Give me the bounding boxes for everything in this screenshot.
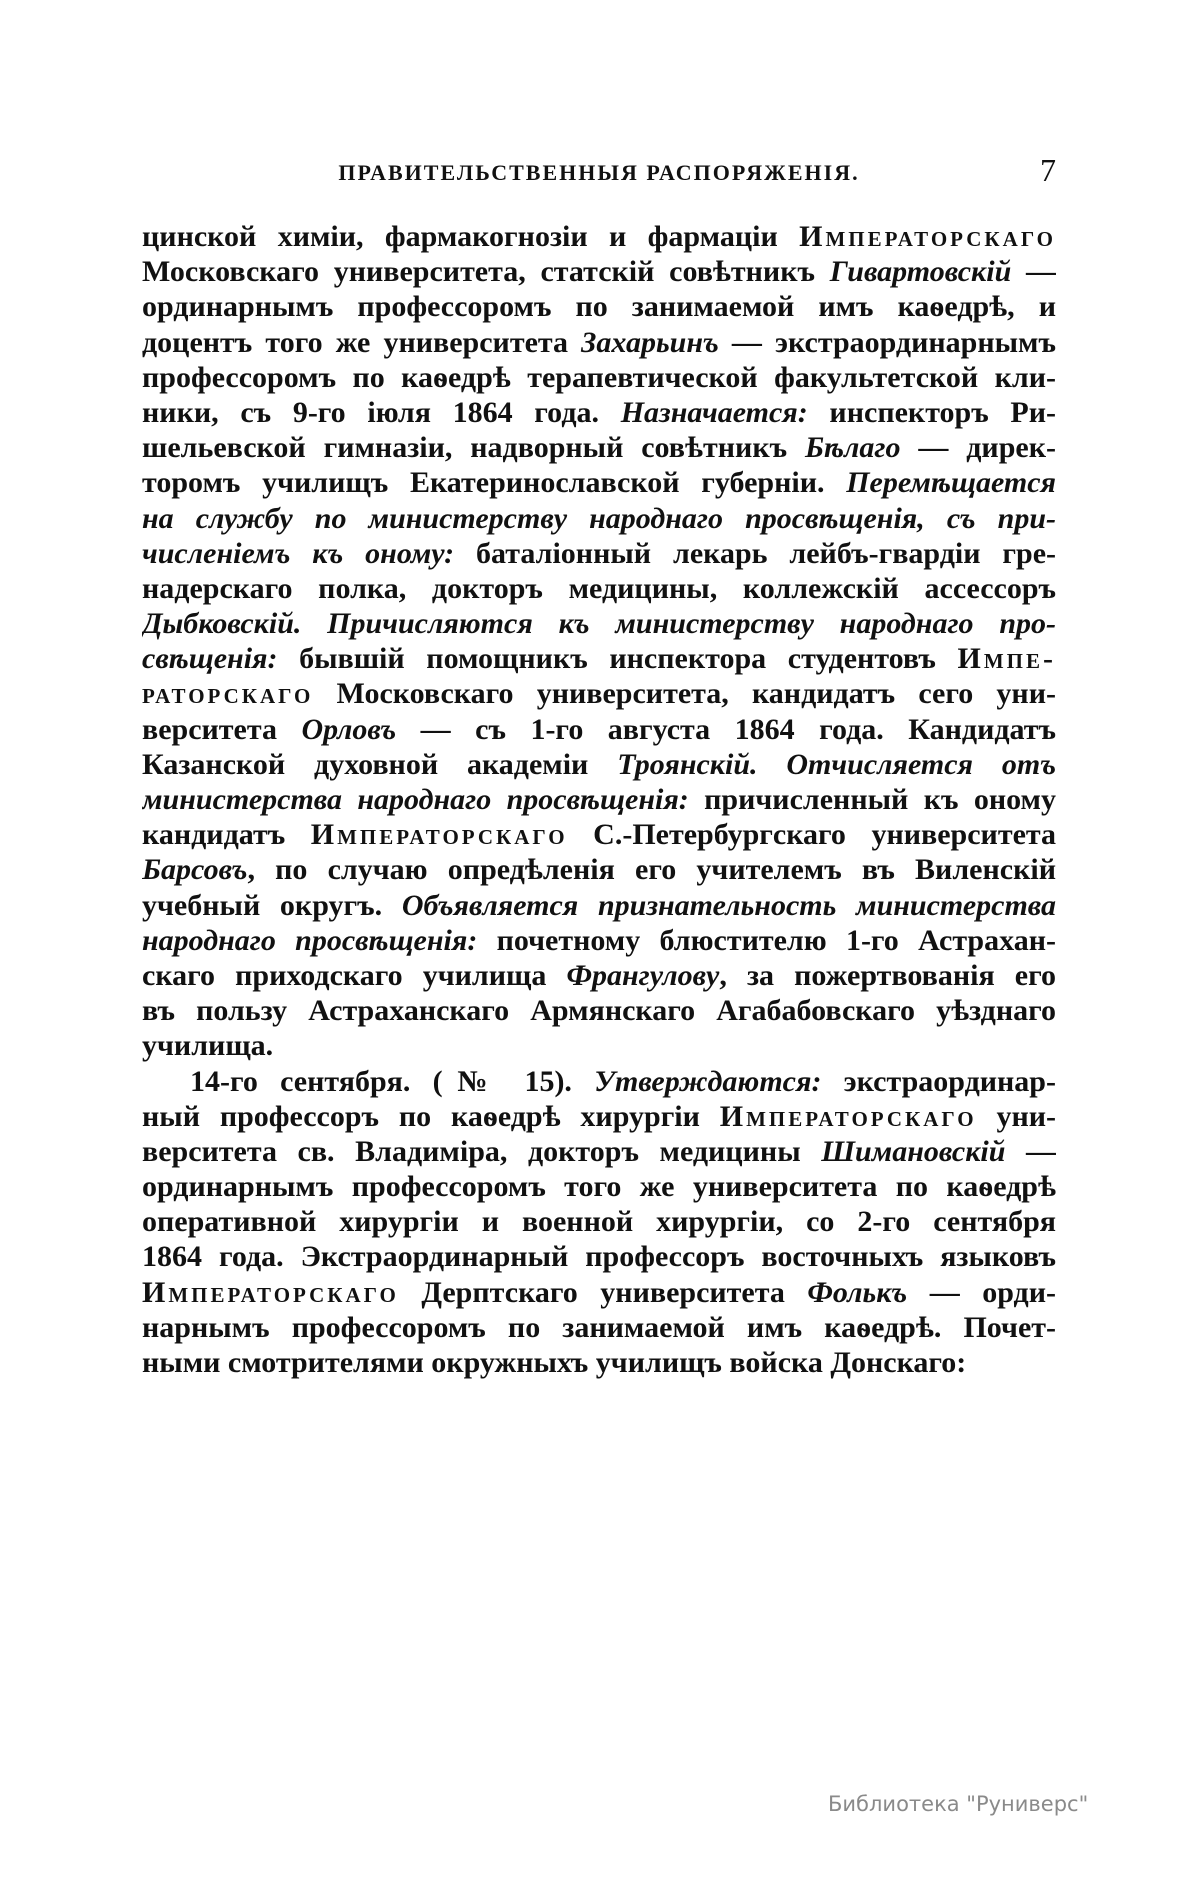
text-line [142,782,1056,817]
text-segment: скаго приходскаго училища [142,958,567,992]
text-segment: доцентъ того же университета [142,325,582,359]
text-segment: 14-го сентября. (№ 15). [190,1064,595,1098]
text-segment: — [1005,1134,1056,1168]
italic-text: Дыбковскій. Причисляются къ министерству народнаго про- [142,607,1056,641]
text-segment: — съ 1-го августа 1864 года. Кандидатъ [396,712,1056,746]
text-line [142,360,1056,395]
italic-text: Шимановскій [821,1134,1006,1168]
text-line [142,641,1056,676]
text-line [142,606,1056,641]
text-segment: профессоромъ по каѳедрѣ терапевтической факультетской кли- [142,360,1056,394]
text-segment: цинской химіи, фармакогнозіи и фармаціи [142,220,800,253]
text-segment: 1864 года. Экстраординарный профессоръ восточныхъ языковъ [142,1240,1056,1274]
text-segment: — экстраординарнымъ [718,325,1056,359]
italic-text: Франгулову [566,958,720,992]
text-line [142,676,1056,711]
small-caps-text: Императорскаго [799,220,1056,253]
text-segment: — [1011,255,1056,289]
text-segment: надерскаго полка, докторъ медицины, коллежскій ассессоръ [142,571,1056,605]
text-segment: ординарнымъ профессоромъ по занимаемой имъ каѳедрѣ, и [142,290,1056,324]
italic-text: на службу по министерству народнаго просвѣщенія, съ при- [142,501,1056,535]
page-number: 7 [1040,152,1056,188]
text-line [142,993,1056,1028]
text-line [142,1134,1056,1169]
text-segment: торомъ училищъ Екатеринославской губерніи. [142,466,847,500]
small-caps-text: раторскаго [142,677,314,711]
text-line [142,289,1056,324]
text-segment: — дирек- [900,431,1056,465]
italic-text: Гивартовскій [829,255,1012,289]
text-line [142,465,1056,500]
page-header [142,152,1056,192]
text-line [142,1064,1056,1099]
text-line [142,923,1056,958]
text-segment: учебный округъ. [142,888,402,922]
text-segment: шельевской гимназіи, надворный совѣтникъ [142,431,805,465]
italic-text: Захарьинъ [581,325,719,359]
small-caps-text: Императорскаго [142,1275,399,1309]
italic-text: Назначается: [620,395,808,429]
italic-text: Объявляется признательность министерства [401,888,1056,922]
text-segment: нарнымъ профессоромъ по занимаемой имъ каѳедрѣ. Почет- [142,1310,1056,1344]
text-segment: С.-Петербургскаго университета [567,818,1056,852]
text-segment: бывшій помощникъ инспектора студентовъ [277,642,958,676]
text-segment: инспекторъ Ри- [807,395,1056,429]
italic-text: Фолькъ [807,1275,908,1309]
italic-text: Утверждаются: [594,1064,822,1098]
text-segment: Казанской духовной академіи [142,747,618,781]
text-line [142,852,1056,887]
text-line [142,571,1056,606]
text-line [142,219,1056,254]
italic-text: свѣщенія: [142,642,278,676]
text-line [142,254,1056,289]
text-segment: Дерптскаго университета [398,1275,808,1309]
small-caps-text: Императорскаго [719,1099,977,1133]
text-segment: Московскаго университета, статскій совѣтникъ [142,255,830,289]
small-caps-text: Императорскаго [310,818,568,852]
text-segment: оперативной хирургіи и военной хирургіи, со 2-го сентября [142,1205,1056,1239]
text-line [142,501,1056,536]
text-segment: верситета св. Владиміра, докторъ медицины [142,1134,822,1168]
text-line [142,1204,1056,1239]
text-segment: — орди- [907,1275,1056,1309]
italic-text: Бѣлаго [804,431,901,465]
italic-text: Троянскій. Отчисляется отъ [617,747,1056,781]
text-line [142,1310,1056,1345]
text-line [142,1275,1056,1310]
text-line [142,1239,1056,1274]
text-segment: кандидатъ [142,818,311,852]
text-line [142,1028,1056,1063]
text-line [142,1099,1056,1134]
text-segment: почетному блюстителю 1-го Астрахан- [477,923,1056,957]
text-line [142,325,1056,360]
text-line [142,430,1056,465]
text-segment: , за пожертвованія его [719,958,1056,992]
text-segment: въ пользу Астраханскаго Армянскаго Агабабовскаго уѣзднаго [142,994,1056,1028]
italic-text: Барсовъ [142,853,248,887]
text-segment: уни- [976,1099,1056,1133]
body-text [142,219,1056,1380]
text-line [142,395,1056,430]
text-segment: , по случаю опредѣленія его учителемъ въ Виленскій [247,853,1056,887]
text-line [142,817,1056,852]
text-segment: причисленный къ оному [688,783,1056,816]
text-segment: верситета [142,712,302,746]
text-segment: экстраординар- [821,1064,1056,1098]
small-caps-text: Импе- [957,642,1056,676]
running-title: ПРАВИТЕЛЬСТВЕННЫЯ РАСПОРЯЖЕНІЯ. [338,160,860,185]
text-segment: баталіонный лекарь лейбъ-гвардіи гре- [454,536,1056,570]
text-line [142,958,1056,993]
text-line [142,536,1056,571]
text-segment: ный профессоръ по каѳедрѣ хирургіи [142,1099,720,1133]
text-line [142,747,1056,782]
text-line [142,1169,1056,1204]
text-segment: училища. [142,1029,274,1063]
italic-text: министерства народнаго просвѣщенія: [142,783,689,816]
italic-text: Орловъ [301,712,397,746]
italic-text: народнаго просвѣщенія: [142,923,478,957]
text-segment: ординарнымъ профессоромъ того же университета по каѳедрѣ [142,1170,1056,1204]
text-line [142,1345,1056,1380]
library-watermark: Библиотека "Руниверс" [828,1792,1089,1816]
italic-text: Перемѣщается [846,466,1056,500]
text-line [142,888,1056,923]
text-segment: ники, съ 9-го іюля 1864 года. [142,395,621,429]
text-segment: Московскаго университета, кандидатъ сего уни- [313,677,1056,711]
italic-text: численіемъ къ оному: [142,536,455,570]
text-line [142,712,1056,747]
text-segment: ными смотрителями окружныхъ училищъ войска Донскаго: [142,1346,967,1379]
